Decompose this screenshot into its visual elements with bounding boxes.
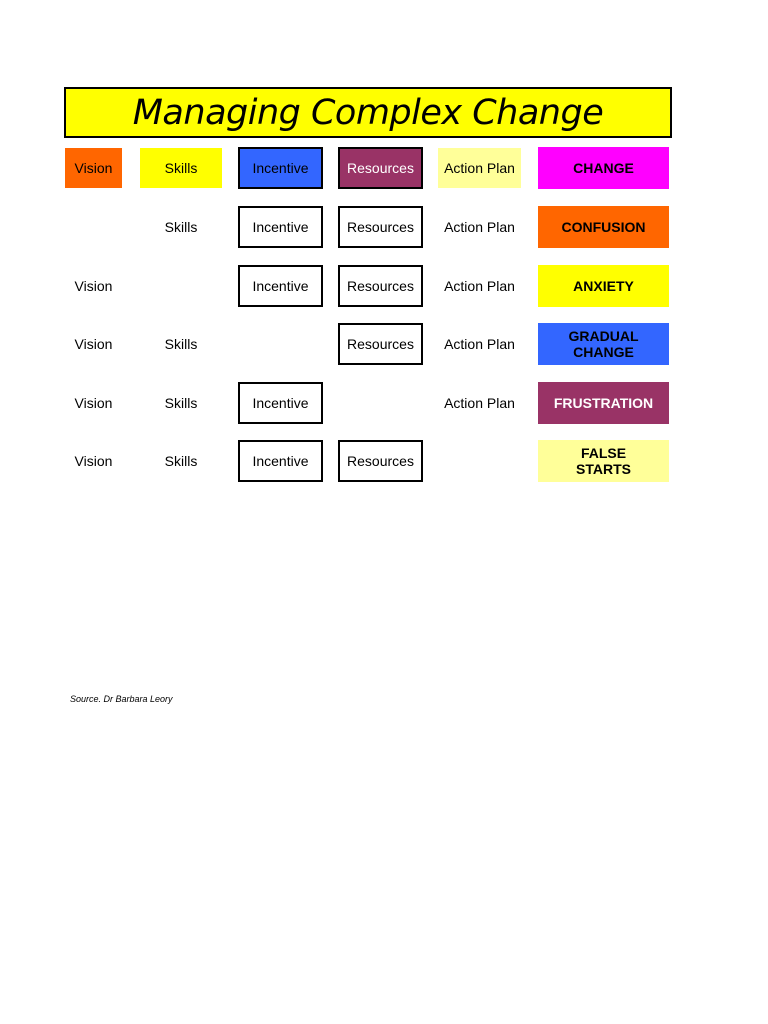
row-1-vision: Vision <box>65 148 122 188</box>
row-4-vision: Vision <box>74 336 113 352</box>
row-1-skills: Skills <box>140 148 222 188</box>
row-2-resources: Resources <box>338 206 423 248</box>
result-gradual-change: GRADUAL CHANGE <box>538 323 669 365</box>
row-1-resources: Resources <box>338 147 423 189</box>
row-6-vision: Vision <box>74 453 113 469</box>
row-5-incentive: Incentive <box>238 382 323 424</box>
row-6-skills: Skills <box>164 453 198 469</box>
row-2-skills: Skills <box>164 219 198 235</box>
row-1-incentive: Incentive <box>238 147 323 189</box>
row-3-incentive: Incentive <box>238 265 323 307</box>
result-frustration: FRUSTRATION <box>538 382 669 424</box>
row-1-action-plan: Action Plan <box>438 148 521 188</box>
row-2-vision <box>65 207 122 247</box>
row-4-skills: Skills <box>164 336 198 352</box>
row-2-action-plan: Action Plan <box>444 219 515 235</box>
page-title: Managing Complex Change <box>132 92 604 133</box>
row-5-skills: Skills <box>164 395 198 411</box>
row-6-incentive: Incentive <box>238 440 323 482</box>
result-anxiety: ANXIETY <box>538 265 669 307</box>
title-banner <box>64 87 672 138</box>
result-change: CHANGE <box>538 147 669 189</box>
result-confusion: CONFUSION <box>538 206 669 248</box>
row-4-resources: Resources <box>338 323 423 365</box>
source-citation: Source. Dr Barbara Leory <box>70 694 173 704</box>
row-3-skills <box>140 266 222 306</box>
row-3-vision: Vision <box>74 278 113 294</box>
row-3-resources: Resources <box>338 265 423 307</box>
result-false-starts: FALSE STARTS <box>538 440 669 482</box>
row-4-action-plan: Action Plan <box>444 336 515 352</box>
row-6-resources: Resources <box>338 440 423 482</box>
row-3-action-plan: Action Plan <box>444 278 515 294</box>
row-2-incentive: Incentive <box>238 206 323 248</box>
row-5-vision: Vision <box>74 395 113 411</box>
row-5-action-plan: Action Plan <box>444 395 515 411</box>
